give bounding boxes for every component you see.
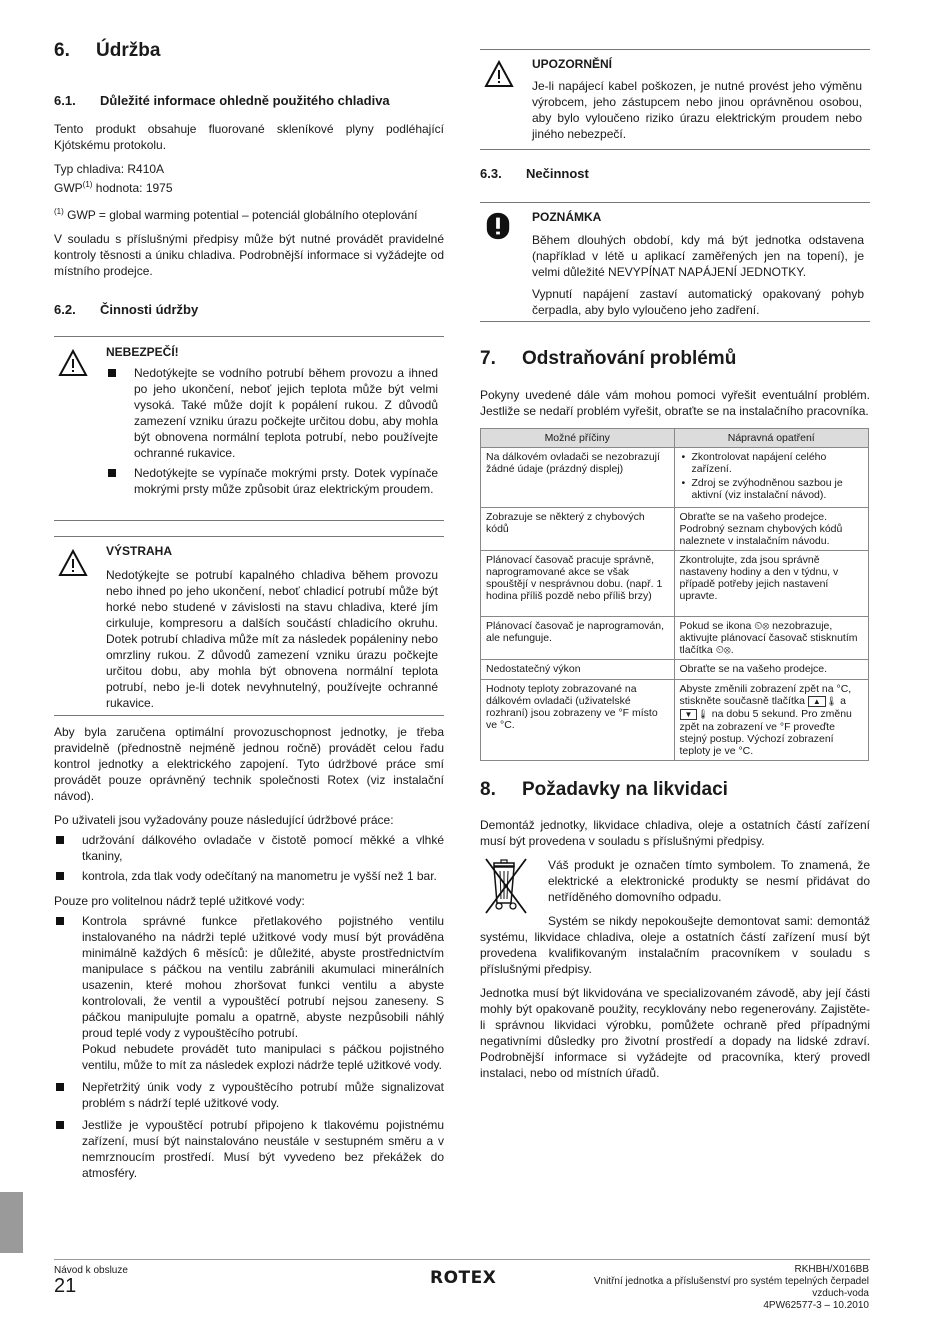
tank-item: Nepřetržitý únik vody z vypouštěcího potrubí může signalizovat problém s nádrží teplé užitkové vody. [54,1079,444,1111]
danger-title: NEBEZPEČÍ! [106,345,179,359]
table-header-cause: Možné příčiny [481,429,675,448]
table-header-fix: Nápravná opatření [674,429,869,448]
bullet-square-icon [56,1121,64,1129]
footer-model: RKHBH/X016BB [794,1264,869,1275]
fix-cell: • Zkontrolovat napájení celého zařízení. • Zdroj se zvýhodněnou sazbou je aktivní (viz instalační návod). [674,448,869,508]
section-6-1-heading: 6.1. Důležité informace ohledně použitého chladiva [54,93,390,108]
cause-cell: Nedostatečný výkon [481,660,675,680]
gwp-value: GWP$^{(1)}$ hodnota: 1975 [54,180,173,195]
disposal-paragraph-2: Váš produkt je označen tímto symbolem. To znamená, že elektrické a elektronické produkty se nesmí přidávat do netříděného domovního odpadu. [548,858,870,904]
warning-triangle-icon [58,549,88,577]
fix-cell: Pokud se ikona ⏲⊗ nezobrazuje, aktivujte plánovací časovač stisknutím tlačítka ⏲⊗. [674,617,869,660]
fix-cell: Abyste změnili zobrazení zpět na °C, stiskněte současně tlačítka ▲ 🌡 a ▼ 🌡 na dobu 5 sekund. Pro změnu zpět na zobrazení ve °F proveďte stejný postup. Výchozí zobrazení teploty je ve °C. [674,680,869,761]
down-button-icon: ▼ [680,709,698,720]
bullet-square-icon [108,369,116,377]
exclamation-icon [484,211,512,241]
tank-item: Kontrola správné funkce přetlakového pojistného ventilu instalovaného na nádrži teplé užitkové vody musí být prováděna minimálně každých 6 měsíců: je důležité, abyste prostřednictvím manipulace s páčkou na ventilu zabránili akumulaci minerálních usazenin, které mohou zhoršovat funkci ventilu a abyste kontrolovali, že ventil a vypouštěcí potrubí nejsou zaneseny. S páčkou manipulujte pomalu a opatrně, abyste nezpůsobili náhlý proud teplé vody z vypouštěcího potrubí. Pokud nebudete provádět tuto manipulaci s páčkou pojistného ventilu, může to mít za následek explozi nádrže teplé užitkové vody. [54,913,444,1073]
disposal-paragraph-4: Jednotka musí být likvidována ve specializovaném závodě, aby její části mohly být opakovaně použity, recyklovány nebo regenerovány. Zajistěte-li správnou likvidaci výrobku, pomůžete ochraně před případnými negativními důsledky pro životní prostředí a dopady na lidské zdraví. Podrobnější informace si vyžádejte od pracovníka, který provedl instalaci, nebo od místních úřadů. [480,986,870,1080]
footer-divider [54,1259,870,1260]
troubleshooting-table [480,428,869,761]
rotex-logo: ROTEX [430,1268,497,1288]
footer-doc-code: 4PW62577-3 – 10.2010 [763,1300,869,1311]
danger-item: Nedotýkejte se vypínače mokrými prsty. Dotek vypínače mokrými prsty může způsobit úraz elektrickým proudem. [106,465,438,497]
warning-text: Nedotýkejte se potrubí kapalného chladiva během provozu nebo ihned po jeho ukončení, neboť chladicí potrubí může být horké nebo studené v závislosti na stavu chladiva, které jím cirkuluje, kompresoru a dalších součástí chladicího okruhu. Dotek potrubí chladiva může mít za následek popáleniny nebo omrzliny rukou. Z důvodů zamezení vzniku úrazu počkejte určitou dobu, aby mohla být obnovena normální teplota potrubí, nebo je-li dotek nevyhnutelný, používejte ochranné rukavice. [106,568,438,710]
disposal-paragraph-3: Systém se nikdy nepokoušejte demontovat sami: demontáž systému, likvidace chladiva, oleje a ostatních částí zařízení musí být provedena kvalifikovaným instalačním pracovníkem v souladu s příslušnými předpisy. [480,914,870,976]
troubleshooting-intro: Pokyny uvedené dále vám mohou pomoci vyřešit eventuální problém. Jestliže se nedaří problém vyřešit, obraťte se na instalačního pracovníka. [480,388,870,418]
danger-item: Nedotýkejte se vodního potrubí během provozu a ihned po jeho ukončení, neboť jejich teplota může být velmi vysoká. Také může dojít k popálení rukou. Z důvodů zamezení vzniku úrazu počkejte určitou dobu, aby mohla být obnovena normální teplota potrubí, nebo používejte ochranné rukavice. [106,365,438,461]
note-text-2: Vypnutí napájení zastaví automatický opakovaný pohyb čerpadla, aby bylo vyloučeno jeho zadření. [532,287,864,317]
caution-box [480,49,870,150]
bullet-dot-icon: • [681,451,686,463]
warning-triangle-icon [484,60,514,88]
bullet-square-icon [56,872,64,880]
cause-cell: Hodnoty teploty zobrazované na dálkovém ovladači (uživatelské rozhraní) jsou zobrazeny ve °F místo ve °C. [481,680,675,761]
note-text-1: Během dlouhých období, kdy má být jednotka odstavena (například v létě u aplikací zaměřených jen na topení), je velmi důležité NEVYPÍNAT NAPÁJENÍ JEDNOTKY. [532,233,864,279]
warning-title: VÝSTRAHA [106,544,173,558]
user-maintenance-item: kontrola, zda tlak vody odečítaný na manometru je vyšší než 1 bar. [54,868,444,884]
maintenance-paragraph: Aby byla zaručena optimální provozuschopnost jednotky, je třeba pravidelně (přednostně nejméně jednou ročně) provádět celou řadu kontrol jednotky a elektrického zapojení. Tyto údržbové práce smí provádět pouze oprávněný technik společnosti Rotex (viz instalační návod). [54,725,444,803]
timer-icon: ⏲⊗ [754,620,770,632]
cause-cell: Plánovací časovač pracuje správně, naprogramované akce se však spouštějí v nesprávnou dobu. (např. 1 hodina příliš pozdě nebo příliš brzy) [481,551,675,617]
caution-text: Je-li napájecí kabel poškozen, je nutné provést jeho výměnu výrobcem, jeho zástupcem nebo jinou oprávněnou osobou, aby bylo vyloučeno riziko úrazu elektrickým proudem nebo jiného nebezpečí. [532,79,862,141]
tank-intro: Pouze pro volitelnou nádrž teplé užitkové vody: [54,894,305,908]
bullet-square-icon [56,1083,64,1091]
bullet-square-icon [108,469,116,477]
footer-doc-type: Návod k obsluze [54,1265,128,1276]
cause-cell: Zobrazuje se některý z chybových kódů [481,508,675,551]
cause-cell: Plánovací časovač je naprogramován, ale nefunguje. [481,617,675,660]
gwp-footnote: $^{(1)}$ GWP = global warming potential – potenciál globálního oteplování [54,207,418,222]
bullet-square-icon [56,917,64,925]
table-row [481,617,869,660]
warning-box [54,536,444,716]
section-6-heading: 6. Údržba [54,40,161,61]
leak-check-paragraph: V souladu s příslušnými předpisy může být nutné provádět pravidelné kontroly těsnosti a úniku chladiva. Podrobnější informace si vyžádejte od místního prodejce. [54,232,444,278]
thermometer-icon: 🌡 [825,696,838,706]
fix-cell: Obraťte se na vašeho prodejce. Podrobný seznam chybových kódů naleznete v instalačním návodu. [674,508,869,551]
table-row [481,551,869,617]
note-title: POZNÁMKA [532,210,602,224]
fix-cell: Obraťte se na vašeho prodejce. [674,660,869,680]
tank-item: Jestliže je vypouštěcí potrubí připojeno k tlakovému pojistnému zařízení, musí být nainstalováno neustále v sestupném směru a v nemrznoucím prostředí. Musí být vyvedeno bez překážek do atmosféry. [54,1117,444,1181]
warning-triangle-icon [58,349,88,377]
weee-crossed-bin-icon [482,857,532,917]
section-6-2-heading: 6.2. Činnosti údržby [54,302,199,317]
refrigerant-type: Typ chladiva: R410A [54,162,165,176]
danger-box [54,336,444,521]
disposal-paragraph-1: Demontáž jednotky, likvidace chladiva, oleje a ostatních částí zařízení musí být provedena v souladu s příslušnými předpisy. [480,818,870,848]
table-row [481,508,869,551]
table-header-row [481,429,869,448]
bullet-square-icon [56,836,64,844]
thermometer-icon: 🌡 [697,709,709,719]
cause-cell: Na dálkovém ovladači se nezobrazují žádné údaje (prázdný displej) [481,448,675,508]
table-row [481,660,869,680]
section-7-heading: 7. Odstraňování problémů [480,348,737,369]
user-maintenance-intro: Po uživateli jsou vyžadovány pouze následující údržbové práce: [54,813,394,827]
note-box [480,202,870,322]
timer-icon: ⏲⊗ [715,644,731,656]
table-row [481,448,869,508]
chapter-tab [0,1192,23,1253]
page-number: 21 [54,1275,77,1297]
footer-description-2: vzduch-voda [812,1288,869,1299]
table-row [481,680,869,761]
section-8-heading: 8. Požadavky na likvidaci [480,779,728,800]
bullet-dot-icon: • [681,477,686,489]
section-6-3-heading: 6.3. Nečinnost [480,166,589,181]
refrigerant-intro: Tento produkt obsahuje fluorované skleníkové plyny podléhající Kjótskému protokolu. [54,122,444,152]
footer-description-1: Vnitřní jednotka a příslušenství pro systém tepelných čerpadel [593,1276,869,1287]
footer-right [530,1264,869,1312]
fix-cell: Zkontrolujte, zda jsou správně nastaveny hodiny a den v týdnu, v případě potřeby jejich nastavení upravte. [674,551,869,617]
user-maintenance-item: udržování dálkového ovladače v čistotě pomocí měkké a vlhké tkaniny, [54,832,444,864]
up-button-icon: ▲ [808,696,826,707]
caution-title: UPOZORNĚNÍ [532,57,613,71]
